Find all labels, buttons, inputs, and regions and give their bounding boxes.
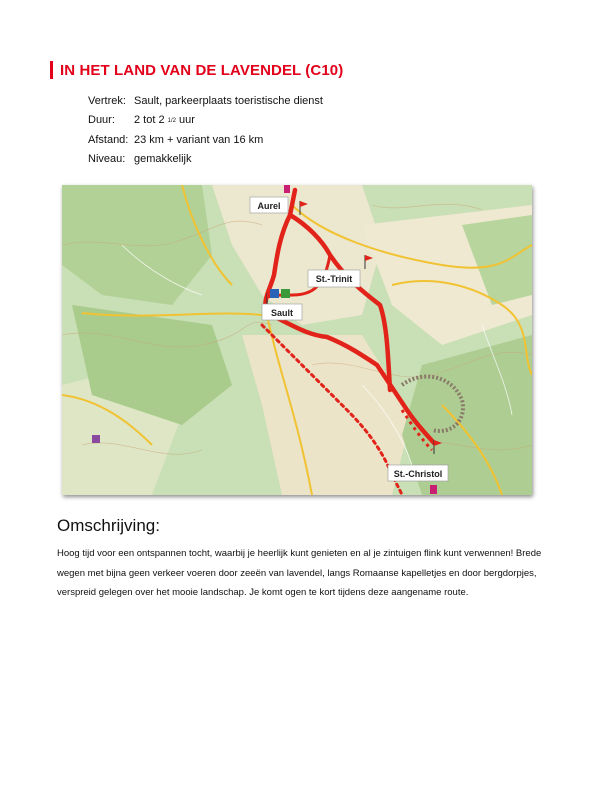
description-text: Hoog tijd voor een ontspannen tocht, waarbij je heerlijk kunt genieten en al je zintuigen flink kunt verwennen! Brede wegen met bijna geen verkeer voeren door zeeën van lavendel, langs Romaanse kapelletjes en door bergdorpjes, verspreid gelegen over het mooie landschap. Je komt ogen te kort tijdens deze aangename route. (57, 548, 542, 598)
page-title: IN HET LAND VAN DE LAVENDEL (C10) (60, 61, 344, 79)
description-heading: Omschrijving: (57, 516, 160, 535)
end-marker (430, 485, 437, 494)
fact-label: Vertrek: (88, 94, 126, 107)
fact-row-niveau (88, 150, 323, 170)
fact-label: Duur: (88, 114, 115, 127)
fact-row-vertrek (88, 91, 323, 111)
route-map (62, 185, 532, 495)
svg-text:Aurel: Aurel (257, 201, 281, 211)
poi-icon (92, 435, 100, 443)
page-heading (50, 60, 343, 80)
fact-value: gemakkelijk (134, 153, 192, 166)
fact-row-duur (88, 111, 323, 131)
fact-value (134, 114, 195, 126)
fact-value-fraction: 1/2 (167, 118, 176, 125)
fact-value: 23 km + variant van 16 km (134, 133, 264, 146)
info-icon (281, 289, 290, 298)
place-label-aurel (250, 197, 288, 213)
route-map-svg (62, 185, 532, 495)
fact-value-main: 2 tot 2 (134, 114, 165, 127)
svg-text:St.-Christol: St.-Christol (393, 469, 443, 479)
fact-label: Afstand: (88, 133, 129, 146)
start-marker (284, 185, 290, 193)
place-label-st-trinit (308, 270, 360, 287)
parking-icon (270, 289, 279, 298)
fact-value: Sault, parkeerplaats toeristische dienst (134, 94, 323, 107)
fact-value-unit: uur (179, 114, 195, 127)
place-label-st-christol (388, 465, 448, 481)
title-accent-bar (50, 61, 53, 79)
route-facts (88, 91, 323, 169)
svg-text:Sault: Sault (270, 308, 294, 318)
place-label-sault (262, 304, 302, 320)
svg-text:St.-Trinit: St.-Trinit (315, 274, 353, 284)
fact-row-afstand (88, 130, 323, 150)
fact-label: Niveau: (88, 153, 126, 166)
